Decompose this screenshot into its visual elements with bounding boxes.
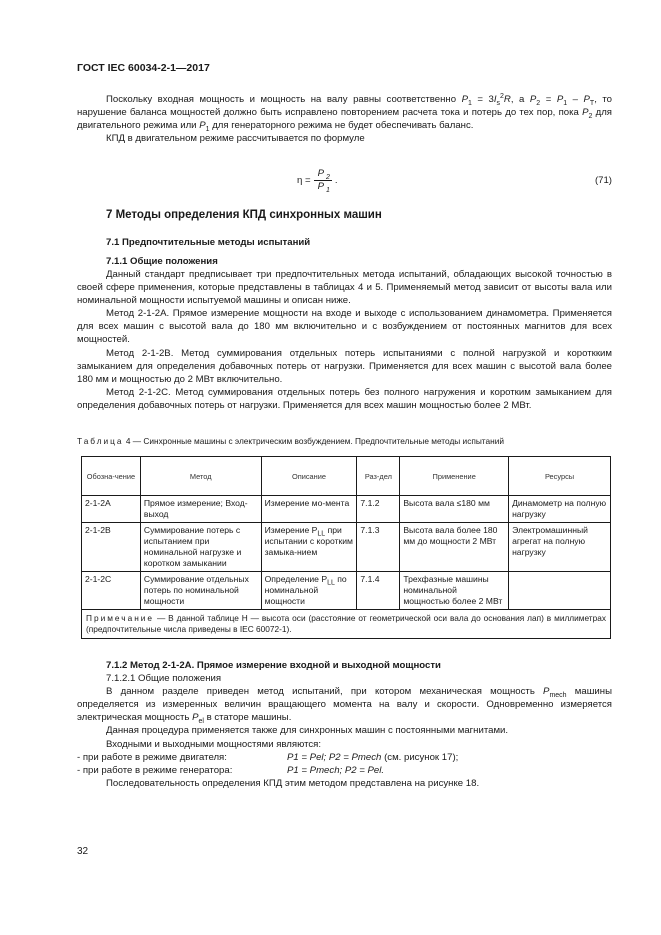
cell-application: Трехфазные машины номинальной мощностью более 2 МВт [400,572,509,610]
equation-number: (71) [594,175,612,186]
cell-section: 7.1.3 [357,523,400,572]
table-note-row [82,610,611,639]
paragraph: Последовательность определения КПД этим методом представлена на рисунке 18. [106,777,480,789]
section-7-1-title: 7.1 Предпочтительные методы испытаний [106,237,311,248]
cell-application: Высота вала ≤180 мм [400,496,509,523]
page-header: ГОСТ IEC 60034-2-1—2017 [77,62,210,74]
cell-method: Прямое измерение; Вход-выход [140,496,261,523]
paragraph: Данный стандарт предписывает три предпочтительных метода испытаний, обладающих высокой точностью в своей сфере применения, которые представлены в таблицах 4 и 5. Применяемый метод зависит от высоты вала или номинальной мощности испытуемой машины и описан ниже. [77,269,612,307]
header-cell: Раз-дел [357,457,400,496]
formula-fraction: $\frac{P _2}{P _1}$ [314,168,332,193]
table-header-row [82,457,611,496]
cell-description: Измерение $P_{LL}$ при испытании с коротким замыка-нием [261,523,357,572]
paragraph: В данном разделе приведен метод испытаний, при котором механическая мощность $P_{mech}$ машины определяется из измеренных величин вращающего момента на валу и скорости. Одновременно измеряется электрическая мощность $P_{el}$ в статоре машины. [77,686,612,726]
intro-paragraph-2: КПД в двигательном режиме рассчитывается по формуле [106,133,365,145]
generator-mode-line: - при работе в режиме генератора: P1 = Pmech; P2 = Pel. [77,764,385,776]
header-cell: Применение [400,457,509,496]
paragraph: Метод 2-1-2В. Метод суммирования отдельных потерь испытаниями с полной нагрузкой и короткким замыканием для определения добавочных потерь от нагрузки. Применяется для всех машин с высотой вала более 180 мм и мощностью до 2 МВт включительно. [77,347,612,385]
section-7-title: 7 Методы определения КПД синхронных машин [106,209,382,221]
cell-application: Высота вала более 180 мм до мощности 2 МВт [400,523,509,572]
table-row [82,496,611,523]
table-4-caption: Таблица 4 — Синхронные машины с электрическим возбуждением. Предпочтительные методы испытаний [77,436,504,446]
cell-description: Измерение мо-мента [261,496,357,523]
cell-code: 2-1-2С [82,572,141,610]
table-4 [81,456,611,639]
cell-resources: Электромашинный агрегат на полную нагрузку [509,523,611,572]
intro-block [77,93,612,145]
header-cell: Ресурсы [509,457,611,496]
cell-method: Суммирование отдельных потерь по номинальной мощности [140,572,261,610]
intro-paragraph-1: Поскольку входная мощность и мощность на валу равны соответственно $P_1 = 3I_s^2R$, а $P_2 = P_1 - P_T$, то нарушение баланса мощностей должно быть исправлено повторением расчета тока и потерь до тех пор, пока $P_2$ для двигательного режима или $P_1$ для генераторного режима не будет обеспечивать баланс. [77,92,612,134]
efficiency-formula: η = $\frac{P _2}{P _1}$ . (71) [297,168,612,194]
section-7-1-2-1-title: 7.1.2.1 Общие положения [106,673,222,685]
paragraph: Метод 2-1-2С. Метод суммирования отдельных потерь без полного нагружения и коротким замыканием для определения добавочных потерь от нагрузки. Применяется для всех машин мощностью более 2 МВт. [77,386,612,411]
paragraph: Метод 2-1-2А. Прямое измерение мощности на входе и выходе с использованием динамометра. Применяется для всех машин с высотой вала до 180 мм включительно и с возбуждением от постоянных магнитов для всех мощностей. [77,308,612,346]
cell-section: 7.1.4 [357,572,400,610]
cell-code: 2-1-2А [82,496,141,523]
paragraph: Данная процедура применяется также для синхронных машин с постоянными магнитами. [106,725,509,737]
motor-mode-line: - при работе в режиме двигателя: P1 = Pel; P2 = Pmech (см. рисунок 17); [77,751,459,763]
header-cell: Описание [261,457,357,496]
page-number: 32 [77,846,89,857]
header-cell: Метод [140,457,261,496]
section-7-1-2-title: 7.1.2 Метод 2-1-2А. Прямое измерение входной и выходной мощности [106,660,441,671]
table-row [82,572,611,610]
cell-code: 2-1-2В [82,523,141,572]
cell-section: 7.1.2 [357,496,400,523]
section-7-1-1-title: 7.1.1 Общие положения [106,256,218,267]
cell-description: Определение $P_{LL}$ по номинальной мощности [261,572,357,610]
header-cell: Обозна-чение [82,457,141,496]
cell-resources: Динамометр на полную нагрузку [509,496,611,523]
section-7-1-2 [77,659,612,790]
table-note: Примечание — В данной таблице H — высота оси (расстояние от геометрической оси вала до основания лап) в миллиметрах (предпочтительные числа приведены в IEC 60072-1). [82,610,611,639]
cell-resources [509,572,611,610]
table-row [82,523,611,572]
paragraph: Входными и выходными мощностями являются: [106,738,322,750]
cell-method: Суммирование потерь с испытанием при номинальной нагрузке и коротком замыкании [140,523,261,572]
section-7-1-1-body [77,268,612,412]
